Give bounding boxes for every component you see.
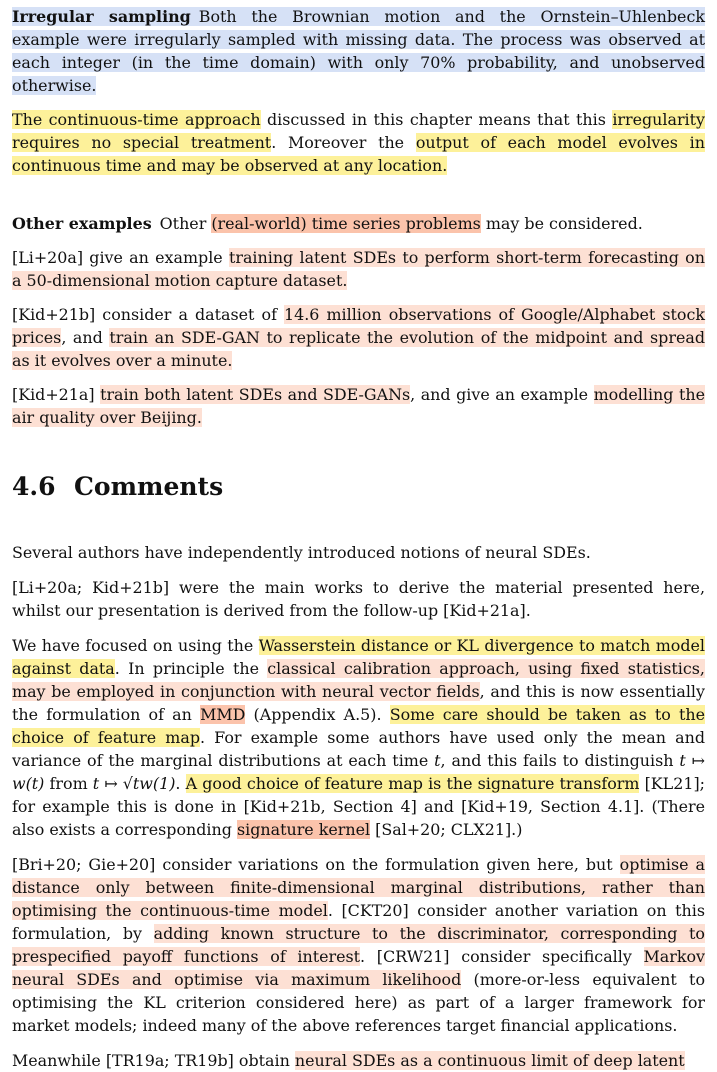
highlight-pink: neural SDEs as a continuous limit of deep latent (294, 1051, 685, 1070)
paragraph-other-examples (12, 212, 705, 235)
paragraph-main-works: [Li+20a; Kid+21b] were the main works to derive the material presented here, whilst our presentation is derived from the follow-up [Kid+21a]. (12, 578, 705, 620)
text-span: , and (61, 328, 110, 347)
text-span: [Li+20a] give an example (12, 248, 229, 267)
highlight-yellow: The continuous-time approach (12, 110, 261, 129)
highlight-orange: (real-world) time series problems (211, 214, 481, 233)
paragraph-continuous-time (12, 108, 705, 177)
text-span: . [CKT20] consider another variation on this formulation, by (12, 901, 705, 943)
section-number: 4.6 (12, 472, 56, 501)
highlight-pink: modelling the air quality over Beijing. (12, 385, 705, 427)
text-span: [Sal+20; CLX21].) (370, 820, 523, 839)
highlight-orange: MMD (200, 705, 246, 724)
section-title: Comments (74, 472, 224, 501)
math-expression: t ↦ w(t) (12, 751, 705, 793)
highlight-blue (12, 7, 705, 95)
text-span: . [CRW21] consider specifically (360, 947, 644, 966)
paragraph-kid21b (12, 303, 705, 372)
text-span: may be considered. (480, 214, 643, 233)
highlight-orange: signature kernel (236, 820, 371, 839)
paragraph-wasserstein (12, 634, 705, 841)
math-t: t (434, 751, 441, 770)
text-span: . For example some authors have used only the mean and variance of the marginal distributions at each time (12, 728, 705, 770)
text-span: [Kid+21a] (12, 385, 101, 404)
highlight-pink: train both latent SDEs and SDE-GANs (100, 385, 411, 404)
math-expression: t ↦ √tw(1) (92, 774, 176, 793)
highlight-pink: training latent SDEs to perform short-term forecasting on a 50-dimensional motion capture dataset. (12, 248, 705, 290)
text-span: We have focused on using the (12, 636, 259, 655)
highlight-pink: Markov neural SDEs and optimise via maximum likelihood (12, 947, 706, 989)
highlight-yellow: irregularity requires no special treatment (12, 110, 705, 152)
highlight-pink: optimise a distance only between finite-dimensional marginal distributions, rather than optimising the continuous-time model (12, 855, 705, 920)
paragraph-bri20 (12, 853, 705, 1037)
section-heading (12, 470, 705, 504)
text-span: [Kid+21b] consider a dataset of (12, 305, 285, 324)
text-span: (Appendix A.5). (245, 705, 390, 724)
text-span: . In principle the (114, 659, 268, 678)
text-span: . Moreover the (271, 133, 416, 152)
paragraph-kid21a (12, 383, 705, 429)
text-span: [KL21]; for example this is done in [Kid+21b, Section 4] and [Kid+19, Section 4.1]. (There also exists a corresponding (12, 774, 706, 839)
run-in-heading: Other examples (12, 214, 152, 233)
highlight-yellow: A good choice of feature map is the signature transform (185, 774, 640, 793)
text-span: , and this is now essentially the formulation of an (12, 682, 705, 724)
run-in-heading: Irregular sampling (12, 7, 191, 26)
highlight-pink: 14.6 million observations of Google/Alphabet stock prices (12, 305, 705, 347)
text-span: discussed in this chapter means that this (260, 110, 613, 129)
highlight-pink: classical calibration approach, using fixed statistics, may be employed in conjunction with neural vector fields (12, 659, 705, 701)
highlight-yellow: Wasserstein distance or KL divergence to match model against data (12, 636, 705, 678)
highlight-yellow: output of each model evolves in continuous time and may be observed at any location. (12, 133, 705, 175)
text-span: . (175, 774, 186, 793)
text-span: , and give an example (410, 385, 594, 404)
paragraph-li20a (12, 246, 705, 292)
text-span: from (44, 774, 93, 793)
text-span: Meanwhile [TR19a; TR19b] obtain (12, 1051, 295, 1070)
text-span: [Bri+20; Gie+20] consider variations on the formulation given here, but (12, 855, 620, 874)
text-span: , and this fails to distinguish (440, 751, 680, 770)
paragraph-meanwhile (12, 1049, 705, 1072)
text-span: Other (159, 214, 212, 233)
highlight-yellow: Some care should be taken as to the choice of feature map (12, 705, 705, 747)
paragraph-several-authors: Several authors have independently introduced notions of neural SDEs. (12, 543, 591, 562)
paragraph-irregular-sampling (12, 5, 705, 97)
text-span: (more-or-less equivalent to optimising the KL criterion considered here) as part of a larger framework for market models; indeed many of the above references target financial applications. (12, 970, 706, 1035)
highlight-pink: adding known structure to the discriminator, corresponding to prespecified payoff functions of interest (12, 924, 705, 966)
highlight-pink: train an SDE-GAN to replicate the evolution of the midpoint and spread as it evolves over a minute. (12, 328, 705, 370)
paragraph-text: Both the Brownian motion and the Ornstein–Uhlenbeck example were irregularly sampled with missing data. The process was observed at each integer (in the time domain) with only 70% probability, and unobserved otherwise. (12, 7, 705, 95)
